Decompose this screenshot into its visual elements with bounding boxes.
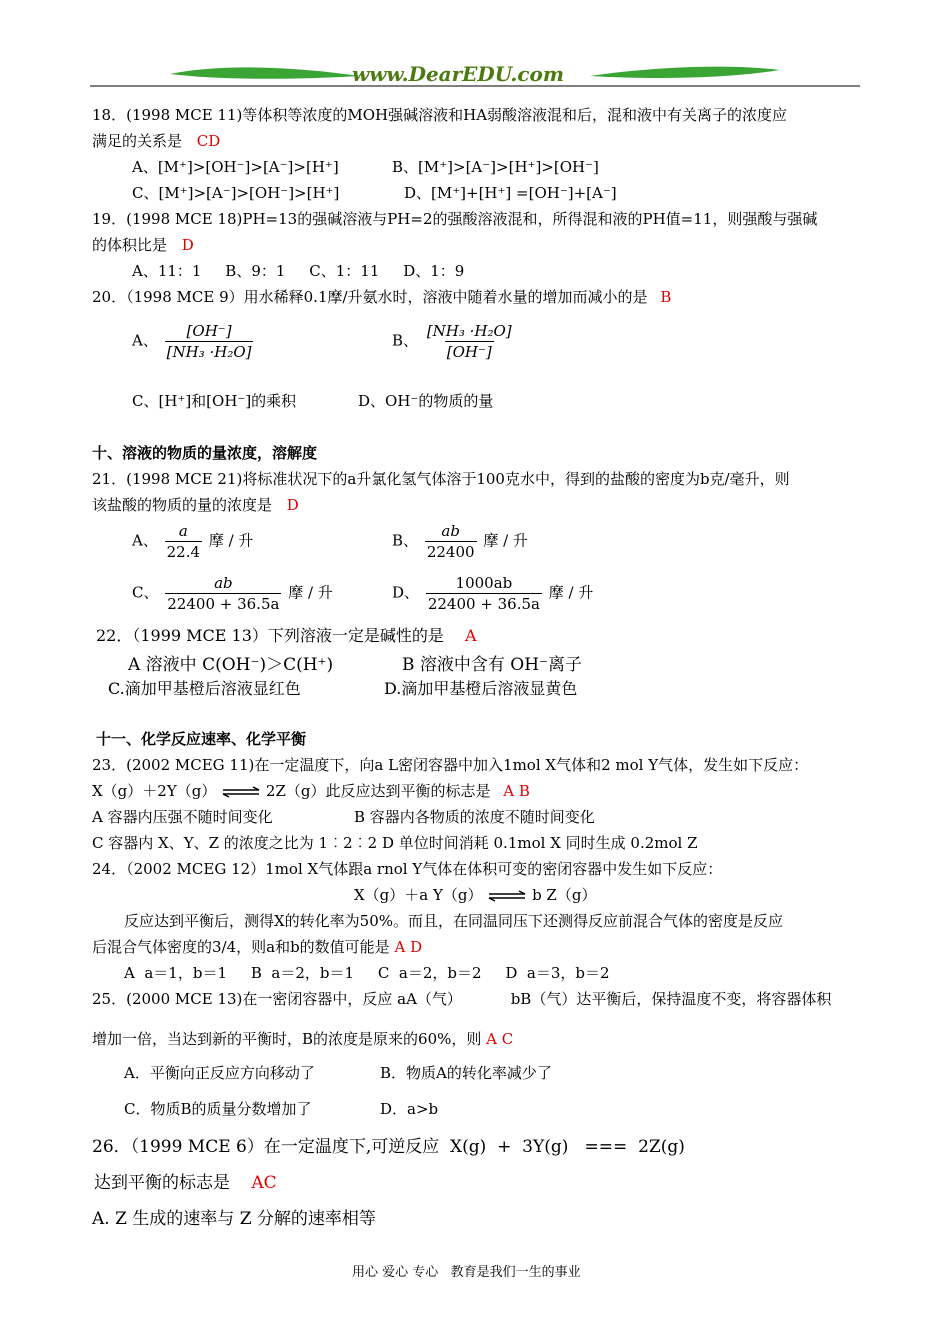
q20-b-label: B、 <box>392 331 419 350</box>
q24-line1: 24．（2002 MCEG 12）1mol X气体跟a rnol Y气体在体积可变的密闭容器中发生如下反应： <box>92 860 723 878</box>
q21-b-denominator: 22400 <box>426 543 475 561</box>
q25-stem-b: bB（气）达平衡后，保持温度不变，将容器体积 <box>510 990 832 1008</box>
q21-c-label: C、 <box>132 583 159 602</box>
q21-c-unit: 摩 / 升 <box>288 583 333 602</box>
q22-option-d: D.滴加甲基橙后溶液显黄色 <box>384 679 578 698</box>
q20-answer: B <box>660 288 672 306</box>
q18-stem-end: 满足的关系是 <box>92 132 183 150</box>
q21-a-label: A、 <box>132 531 158 550</box>
q21-b-label: B、 <box>392 531 419 550</box>
q22-stem: 22．（1999 MCE 13）下列溶液一定是碱性的是 <box>96 626 444 645</box>
q18-option-a: A、[M⁺]>[OH⁻]>[A⁻]>[H⁺] <box>132 158 339 176</box>
q21-d-denominator: 22400 + 36.5a <box>427 595 540 613</box>
q21-option-d <box>392 574 593 613</box>
q22-option-a: A 溶液中 C(OH⁻)＞C(H⁺) <box>128 655 334 675</box>
q24-line4 <box>92 936 422 957</box>
q20-a-label: A、 <box>132 331 158 350</box>
q23-answer: A B <box>503 782 530 800</box>
q24-eq-right: b Z（g） <box>532 886 597 904</box>
q18-line2 <box>92 130 220 151</box>
q21-d-fraction <box>426 574 542 613</box>
q21-c-denominator: 22400 + 36.5a <box>167 595 280 613</box>
q23-line1: 23．(2002 MCEG 11)在一定温度下，向a L密闭容器中加入1mol X气体和2 mol Y气体，发生如下反应： <box>92 756 809 774</box>
q26-answer: AC <box>251 1173 277 1193</box>
q26-line2 <box>94 1168 277 1193</box>
q22-answer: A <box>465 626 477 645</box>
q20-stem: 20．（1998 MCE 9）用水稀释0.1摩/升氨水时，溶液中随着水量的增加而减小的是 <box>92 288 648 306</box>
q25-option-c: C．物质B的质量分数增加了 <box>124 1100 312 1118</box>
q24-options: A a＝1，b＝1 B a＝2，b＝1 C a＝2，b＝2 D a＝3，b＝2 <box>124 964 610 982</box>
q21-line2 <box>92 494 299 515</box>
section-10-heading: 十、溶液的物质的量浓度，溶解度 <box>92 444 318 462</box>
q21-a-numerator: a <box>178 522 188 540</box>
q25-stem-end: 增加一倍，当达到新的平衡时，B的浓度是原来的60%，则 <box>92 1030 482 1048</box>
q23-eq-left: X（g）＋2Y（g） <box>92 782 217 800</box>
q21-d-unit: 摩 / 升 <box>548 583 594 602</box>
q20-b-denominator: [OH⁻] <box>446 343 492 361</box>
q21-c-numerator: ab <box>214 574 233 592</box>
q25-stem-a: 25．(2000 MCE 13)在一密闭容器中，反应 aA（气） <box>92 990 462 1008</box>
q18-option-c: C、[M⁺]>[A⁻]>[OH⁻]>[H⁺] <box>132 184 340 202</box>
q25-option-d: D．a>b <box>380 1100 439 1118</box>
q20-a-denominator: [NH₃ ·H₂O] <box>166 343 252 361</box>
q18-option-d: D、[M⁺]+[H⁺] =[OH⁻]+[A⁻] <box>404 184 617 202</box>
q20-b-fraction <box>425 322 514 361</box>
q23-option-b: B 容器内各物质的浓度不随时间变化 <box>354 808 595 826</box>
q23-line2 <box>92 780 530 801</box>
q21-b-fraction <box>425 522 477 561</box>
q22-line1 <box>96 623 477 646</box>
q22-option-b: B 溶液中含有 OH⁻离子 <box>402 655 583 675</box>
q21-d-label: D、 <box>392 583 420 602</box>
q26-option-a: A. Z 生成的速率与 Z 分解的速率相等 <box>92 1209 376 1229</box>
q20-option-c: C、[H⁺]和[OH⁻]的乘积 <box>132 392 297 410</box>
q20-b-numerator: [NH₃ ·H₂O] <box>426 322 512 340</box>
page-header <box>90 58 860 90</box>
q24-answer: A D <box>394 938 423 956</box>
q24-stem-end: 后混合气体密度的3/4，则a和b的数值可能是 <box>92 938 390 956</box>
q21-a-denominator: 22.4 <box>166 543 201 561</box>
q23-option-a: A 容器内压强不随时间变化 <box>92 808 273 826</box>
q21-a-unit: 摩 / 升 <box>208 531 254 550</box>
q21-stem-end: 该盐酸的物质的量的浓度是 <box>92 496 273 514</box>
q19-line2 <box>92 234 194 255</box>
q25-line1 <box>92 988 831 1009</box>
q19-stem-end: 的体积比是 <box>92 236 168 254</box>
q24-line3: 反应达到平衡后，测得X的转化率为50%。而且，在同温同压下还测得反应前混合气体的密度是反应 <box>124 912 784 930</box>
site-logo-text: www.DearEDU.com <box>352 62 565 86</box>
equilibrium-arrow-icon <box>487 890 527 902</box>
q20-a-fraction <box>165 322 254 361</box>
q26-line1: 26．（1999 MCE 6）在一定温度下,可逆反应 X(g) + 3Y(g) === 2Z(g) <box>92 1137 685 1157</box>
q25-line2 <box>92 1028 513 1049</box>
q20-option-a <box>132 322 255 361</box>
q21-option-a <box>132 522 253 561</box>
q23-eq-right: 2Z（g）此反应达到平衡的标志是 <box>265 782 491 800</box>
q21-b-unit: 摩 / 升 <box>483 531 528 550</box>
q21-line1: 21．(1998 MCE 21)将标准状况下的a升氯化氢气体溶于100克水中，得到的盐酸的密度为b克/毫升，则 <box>92 470 790 488</box>
q21-c-fraction <box>165 574 281 613</box>
q21-option-b <box>392 522 528 561</box>
q25-option-a: A．平衡向正反应方向移动了 <box>124 1064 315 1082</box>
q21-d-numerator: 1000ab <box>455 574 513 592</box>
q20-line1 <box>92 286 671 307</box>
q25-option-b: B．物质A的转化率减少了 <box>380 1064 552 1082</box>
section-11-heading: 十一、化学反应速率、化学平衡 <box>96 730 307 748</box>
q21-b-numerator: ab <box>441 522 460 540</box>
q26-stem-end: 达到平衡的标志是 <box>94 1173 230 1193</box>
q18-option-b: B、[M⁺]>[A⁻]>[H⁺]>[OH⁻] <box>392 158 599 176</box>
q20-option-d: D、OH⁻的物质的量 <box>358 392 494 410</box>
q21-answer: D <box>286 496 299 514</box>
q18-answer: CD <box>196 132 221 150</box>
q20-a-numerator: [OH⁻] <box>186 322 232 340</box>
q18-line1: 18．(1998 MCE 11)等体积等浓度的MOH强碱溶液和HA弱酸溶液混和后，混和液中有关离子的浓度应 <box>92 106 788 124</box>
q21-option-c <box>132 574 333 613</box>
q19-options: A、11：1 B、9：1 C、1：11 D、1：9 <box>132 262 465 280</box>
page-footer: 用心 爱心 专心 教育是我们一生的事业 <box>352 1265 581 1280</box>
q22-option-c: C.滴加甲基橙后溶液显红色 <box>108 679 301 698</box>
q24-eq-left: X（g）＋a Y（g） <box>354 886 483 904</box>
equilibrium-arrow-icon <box>221 786 261 798</box>
q25-answer: A C <box>486 1030 514 1048</box>
q24-equation <box>354 884 596 905</box>
q20-option-b <box>392 322 516 361</box>
q19-line1: 19．(1998 MCE 18)PH=13的强碱溶液与PH=2的强酸溶液混和，所得混和液的PH值=11，则强酸与强碱 <box>92 210 818 228</box>
q19-answer: D <box>181 236 194 254</box>
q23-option-cd: C 容器内 X、Y、Z 的浓度之比为 1︰2︰2 D 单位时间消耗 0.1mol X 同时生成 0.2mol Z <box>92 834 698 852</box>
q21-a-fraction <box>165 522 202 561</box>
